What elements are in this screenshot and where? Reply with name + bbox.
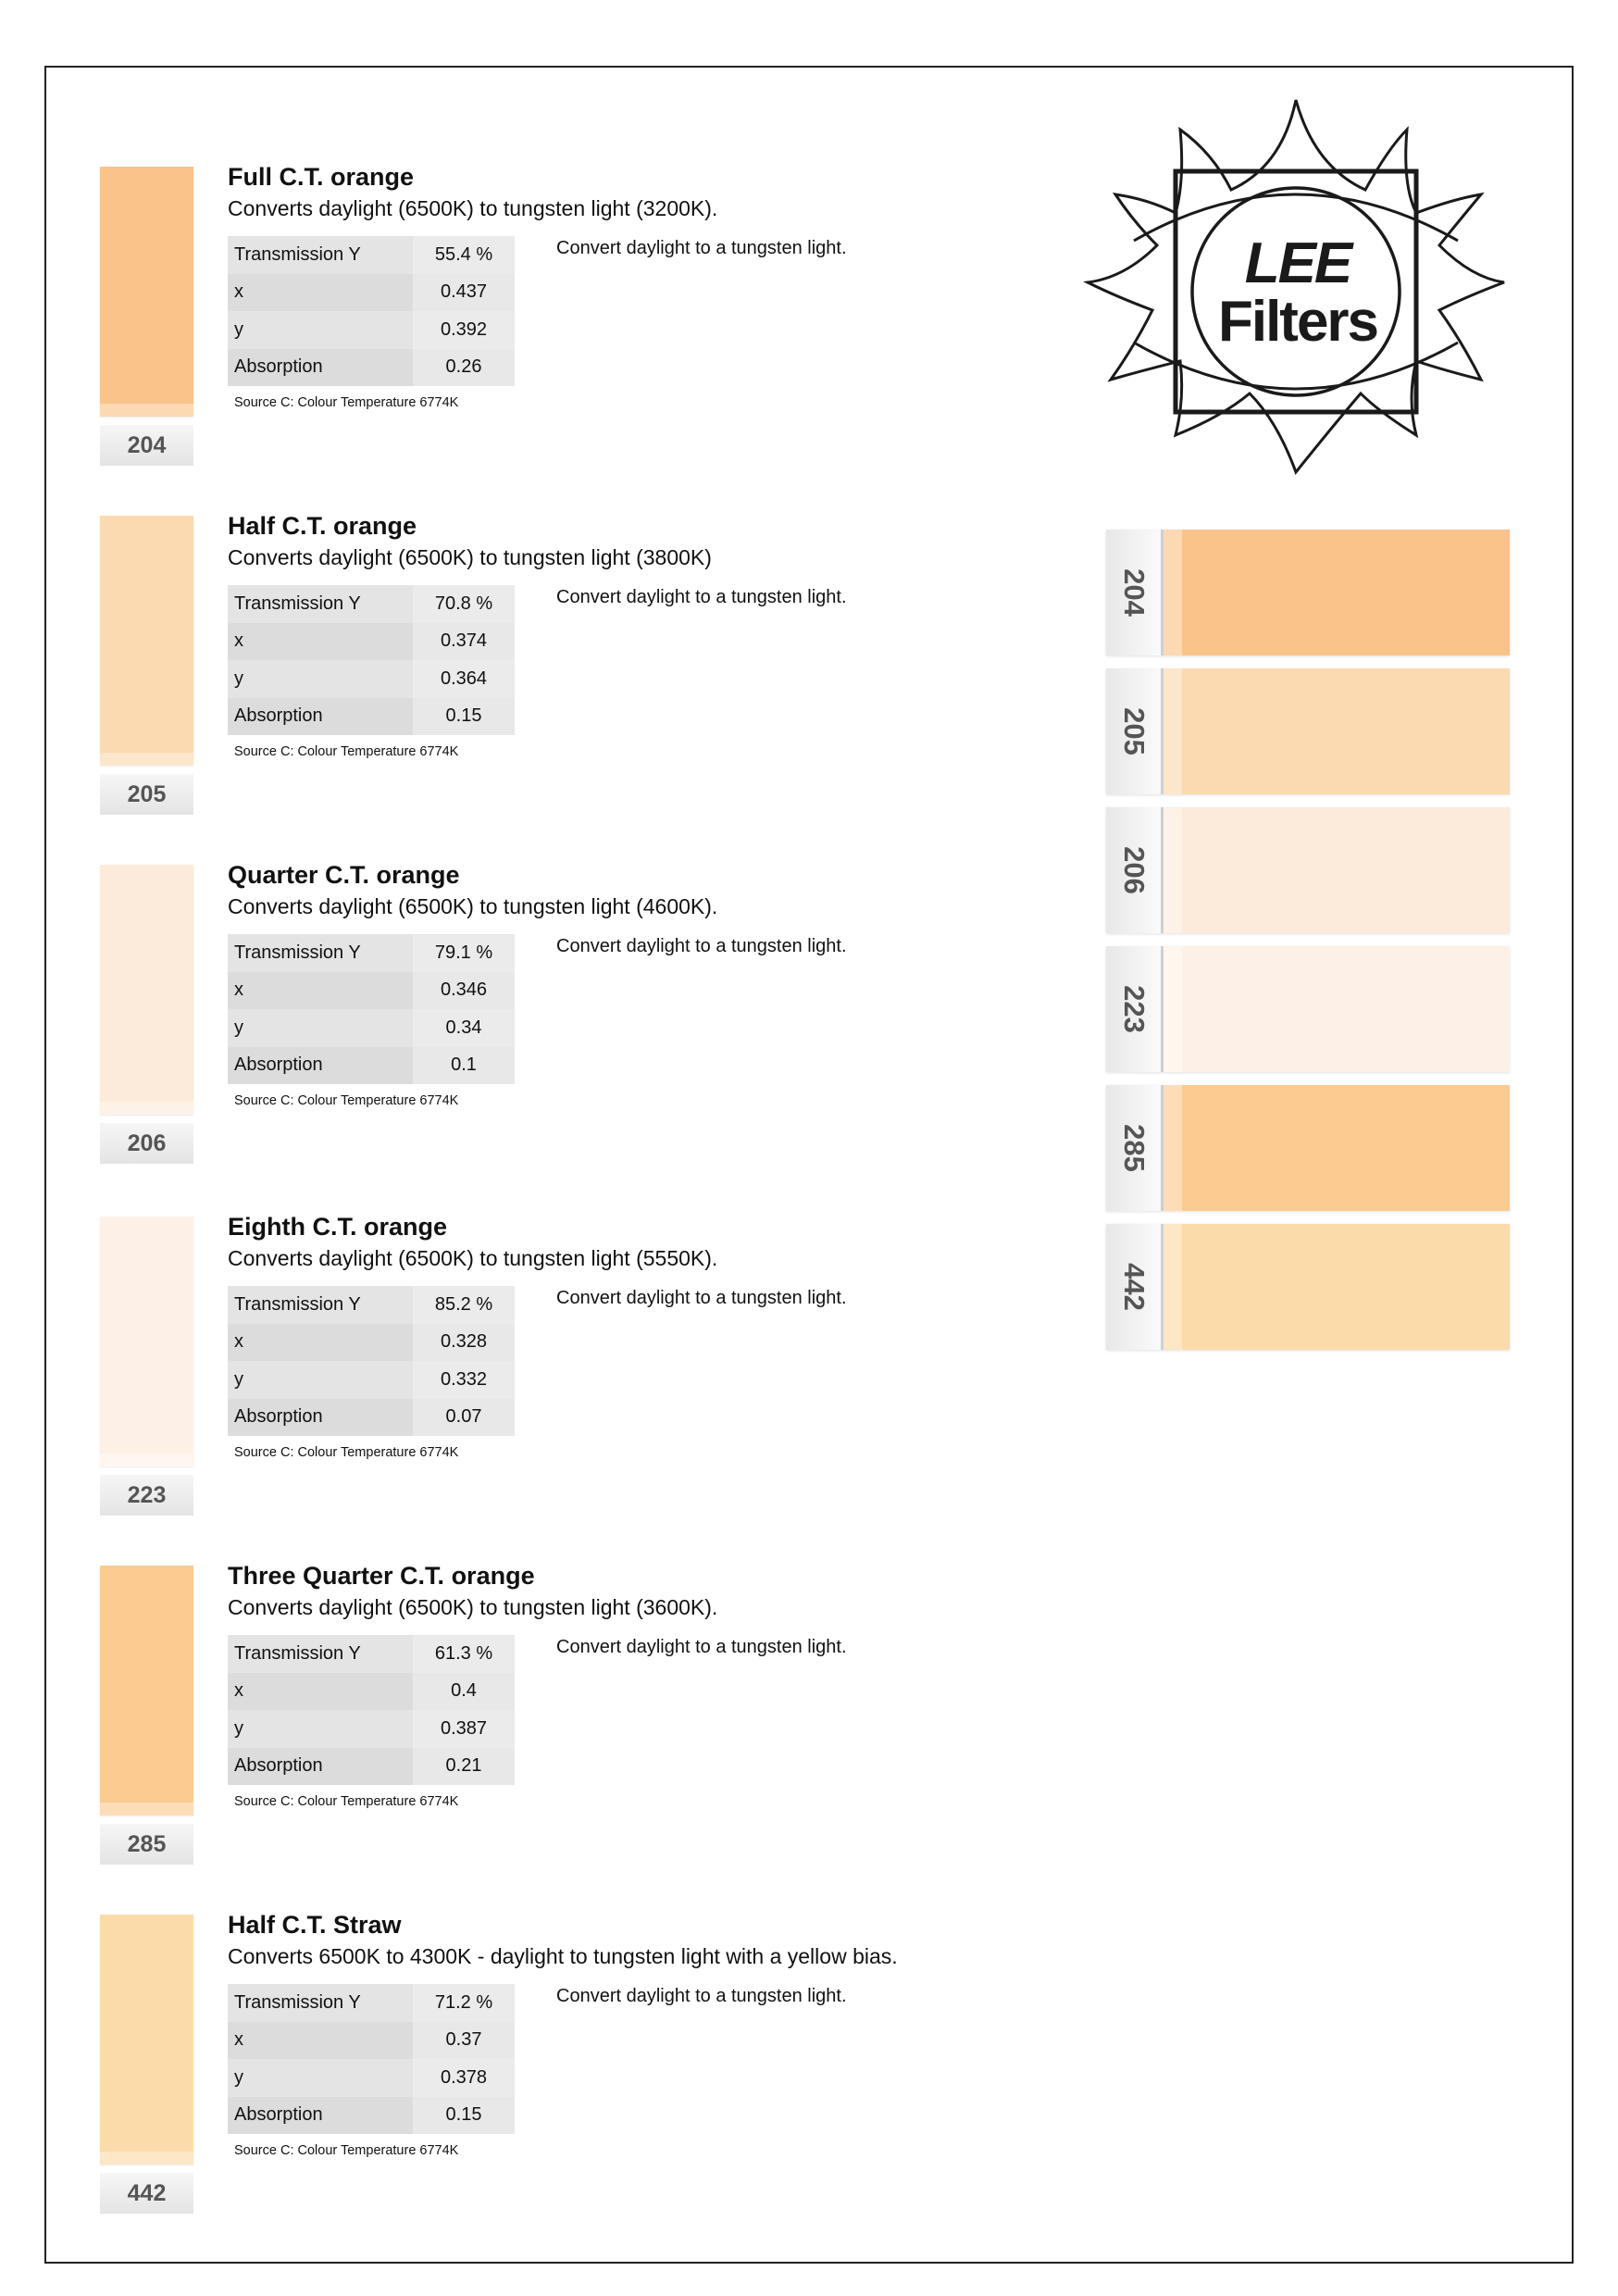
stat-value: 0.26: [413, 349, 515, 387]
stat-label: x: [228, 972, 413, 1010]
stat-row-absorption: [228, 1047, 515, 1085]
filter-stats-table: [228, 1635, 515, 1785]
filter-note: Convert daylight to a tungsten light.: [556, 1288, 847, 1308]
stat-value: 55.4 %: [413, 236, 515, 274]
stat-label: x: [228, 2022, 413, 2060]
stat-value: 0.374: [413, 623, 515, 661]
stat-row-transmission: [228, 236, 515, 274]
stat-row-transmission: [228, 1635, 515, 1673]
stat-row-absorption: [228, 349, 515, 387]
sample-swatch-tab: [1106, 668, 1164, 794]
stat-row-absorption: [228, 698, 515, 736]
filter-description: Converts daylight (6500K) to tungsten light (5550K).: [228, 1246, 718, 1270]
sample-swatch-tab: [1106, 530, 1164, 655]
stat-label: y: [228, 2059, 413, 2097]
sample-swatch-color: [1164, 807, 1510, 933]
filter-source: Source C: Colour Temperature 6774K: [234, 744, 459, 759]
filter-note: Convert daylight to a tungsten light.: [556, 1986, 847, 2006]
logo-word-lee: LEE: [1244, 231, 1351, 295]
stat-row-y: [228, 2059, 515, 2097]
stat-row-transmission: [228, 585, 515, 623]
sample-swatch-color: [1164, 668, 1510, 794]
stat-label: Transmission Y: [228, 1286, 413, 1324]
stat-label: Transmission Y: [228, 1984, 413, 2022]
filter-note: Convert daylight to a tungsten light.: [556, 238, 847, 258]
stat-value: 0.07: [413, 1399, 515, 1437]
stat-row-y: [228, 660, 515, 698]
stat-value: 0.437: [413, 274, 515, 312]
filter-swatch: [100, 167, 193, 417]
stat-value: 0.1: [413, 1047, 515, 1085]
lee-filters-logo: [1083, 93, 1509, 491]
filter-stats-table: [228, 934, 515, 1084]
filter-description: Converts daylight (6500K) to tungsten light (3800K): [228, 545, 712, 569]
stat-row-transmission: [228, 1286, 515, 1324]
stat-row-x: [228, 1324, 515, 1362]
stat-row-x: [228, 972, 515, 1010]
filter-name: Full C.T. orange: [228, 163, 415, 191]
filter-source: Source C: Colour Temperature 6774K: [234, 1445, 459, 1460]
stat-label: x: [228, 274, 413, 312]
filter-swatch: [100, 1915, 193, 2165]
sample-swatch-number: 223: [1117, 985, 1151, 1033]
filter-description: Converts 6500K to 4300K - daylight to tungsten light with a yellow bias.: [228, 1944, 898, 1968]
stat-row-transmission: [228, 934, 515, 972]
stat-label: x: [228, 1673, 413, 1711]
filter-swatch: [100, 865, 193, 1115]
filter-description: Converts daylight (6500K) to tungsten light (3600K).: [228, 1595, 718, 1619]
sample-swatch-color: [1164, 1085, 1510, 1211]
stat-value: 0.15: [413, 2097, 515, 2135]
filter-source: Source C: Colour Temperature 6774K: [234, 395, 459, 410]
filter-stats-table: [228, 236, 515, 386]
stat-row-absorption: [228, 1399, 515, 1437]
stat-value: 61.3 %: [413, 1635, 515, 1673]
sample-swatch-number: 442: [1117, 1263, 1151, 1311]
logo-word-filters: Filters: [1217, 290, 1378, 354]
filter-stats-table: [228, 1984, 515, 2134]
stat-value: 0.378: [413, 2059, 515, 2097]
sample-swatch: [1106, 807, 1510, 933]
filter-entry: [100, 163, 1026, 472]
stat-label: Transmission Y: [228, 585, 413, 623]
sample-swatch-number: 206: [1117, 846, 1151, 894]
filter-number: 442: [100, 2173, 193, 2214]
stat-label: Transmission Y: [228, 236, 413, 274]
stat-label: Absorption: [228, 1047, 413, 1085]
stat-value: 0.328: [413, 1324, 515, 1362]
stat-label: Absorption: [228, 698, 413, 736]
filter-stats-table: [228, 585, 515, 735]
stat-value: 0.4: [413, 1673, 515, 1711]
stat-value: 0.34: [413, 1009, 515, 1047]
filter-note: Convert daylight to a tungsten light.: [556, 936, 847, 956]
filter-entry: [100, 512, 1026, 821]
filter-source: Source C: Colour Temperature 6774K: [234, 2143, 459, 2158]
stat-row-x: [228, 2022, 515, 2060]
stat-label: y: [228, 1009, 413, 1047]
filter-number: 204: [100, 425, 193, 466]
sample-swatch-color: [1164, 1224, 1510, 1350]
stat-value: 85.2 %: [413, 1286, 515, 1324]
stat-label: Transmission Y: [228, 1635, 413, 1673]
sample-swatch: [1106, 1224, 1510, 1350]
stat-row-absorption: [228, 2097, 515, 2135]
stat-row-y: [228, 1361, 515, 1399]
sample-swatch-tab: [1106, 1224, 1164, 1350]
filter-stats-table: [228, 1286, 515, 1436]
sample-swatch-number: 205: [1117, 707, 1151, 755]
stat-value: 0.37: [413, 2022, 515, 2060]
stat-value: 0.332: [413, 1361, 515, 1399]
sample-swatch: [1106, 946, 1510, 1072]
stat-row-x: [228, 623, 515, 661]
filter-name: Quarter C.T. orange: [228, 861, 460, 889]
stat-value: 79.1 %: [413, 934, 515, 972]
filter-description: Converts daylight (6500K) to tungsten light (4600K).: [228, 894, 718, 918]
sample-swatch: [1106, 668, 1510, 794]
stat-row-y: [228, 311, 515, 349]
sample-swatch-tab: [1106, 807, 1164, 933]
filter-number: 285: [100, 1824, 193, 1865]
stat-row-x: [228, 274, 515, 312]
stat-label: Absorption: [228, 1399, 413, 1437]
filter-entry: [100, 1911, 1026, 2220]
stat-row-y: [228, 1710, 515, 1748]
stat-label: Absorption: [228, 2097, 413, 2135]
filter-entry: [100, 1562, 1026, 1871]
filter-source: Source C: Colour Temperature 6774K: [234, 1093, 459, 1108]
stat-value: 0.346: [413, 972, 515, 1010]
filter-note: Convert daylight to a tungsten light.: [556, 587, 847, 607]
sample-swatch-color: [1164, 946, 1510, 1072]
stat-value: 0.364: [413, 660, 515, 698]
filter-number: 223: [100, 1475, 193, 1516]
stat-value: 70.8 %: [413, 585, 515, 623]
stat-value: 0.387: [413, 1710, 515, 1748]
filter-swatch: [100, 1217, 193, 1466]
stat-label: Absorption: [228, 349, 413, 387]
sample-swatch-number: 285: [1117, 1124, 1151, 1172]
stat-label: x: [228, 1324, 413, 1362]
stat-value: 0.21: [413, 1748, 515, 1786]
stat-row-x: [228, 1673, 515, 1711]
stat-row-transmission: [228, 1984, 515, 2022]
filter-swatch: [100, 516, 193, 766]
filter-number: 206: [100, 1123, 193, 1164]
filter-source: Source C: Colour Temperature 6774K: [234, 1794, 459, 1809]
sample-swatch-color: [1164, 530, 1510, 655]
stat-row-y: [228, 1009, 515, 1047]
sample-swatch-tab: [1106, 1085, 1164, 1211]
sample-swatch-number: 204: [1117, 568, 1151, 617]
filter-name: Half C.T. Straw: [228, 1911, 402, 1939]
stat-row-absorption: [228, 1748, 515, 1786]
stat-label: Absorption: [228, 1748, 413, 1786]
stat-value: 0.15: [413, 698, 515, 736]
filter-name: Three Quarter C.T. orange: [228, 1562, 535, 1590]
stat-value: 71.2 %: [413, 1984, 515, 2022]
filter-description: Converts daylight (6500K) to tungsten light (3200K).: [228, 196, 718, 220]
stat-label: x: [228, 623, 413, 661]
stat-label: y: [228, 1361, 413, 1399]
stat-label: y: [228, 660, 413, 698]
sample-swatch: [1106, 530, 1510, 655]
stat-label: Transmission Y: [228, 934, 413, 972]
filter-note: Convert daylight to a tungsten light.: [556, 1637, 847, 1657]
stat-label: y: [228, 1710, 413, 1748]
filter-number: 205: [100, 774, 193, 815]
sample-swatch: [1106, 1085, 1510, 1211]
filter-swatch: [100, 1566, 193, 1816]
sample-swatch-tab: [1106, 946, 1164, 1072]
filter-entry: [100, 861, 1026, 1170]
stat-label: y: [228, 311, 413, 349]
stat-value: 0.392: [413, 311, 515, 349]
filter-name: Half C.T. orange: [228, 512, 417, 540]
filter-entry: [100, 1213, 1026, 1522]
filter-name: Eighth C.T. orange: [228, 1213, 448, 1241]
